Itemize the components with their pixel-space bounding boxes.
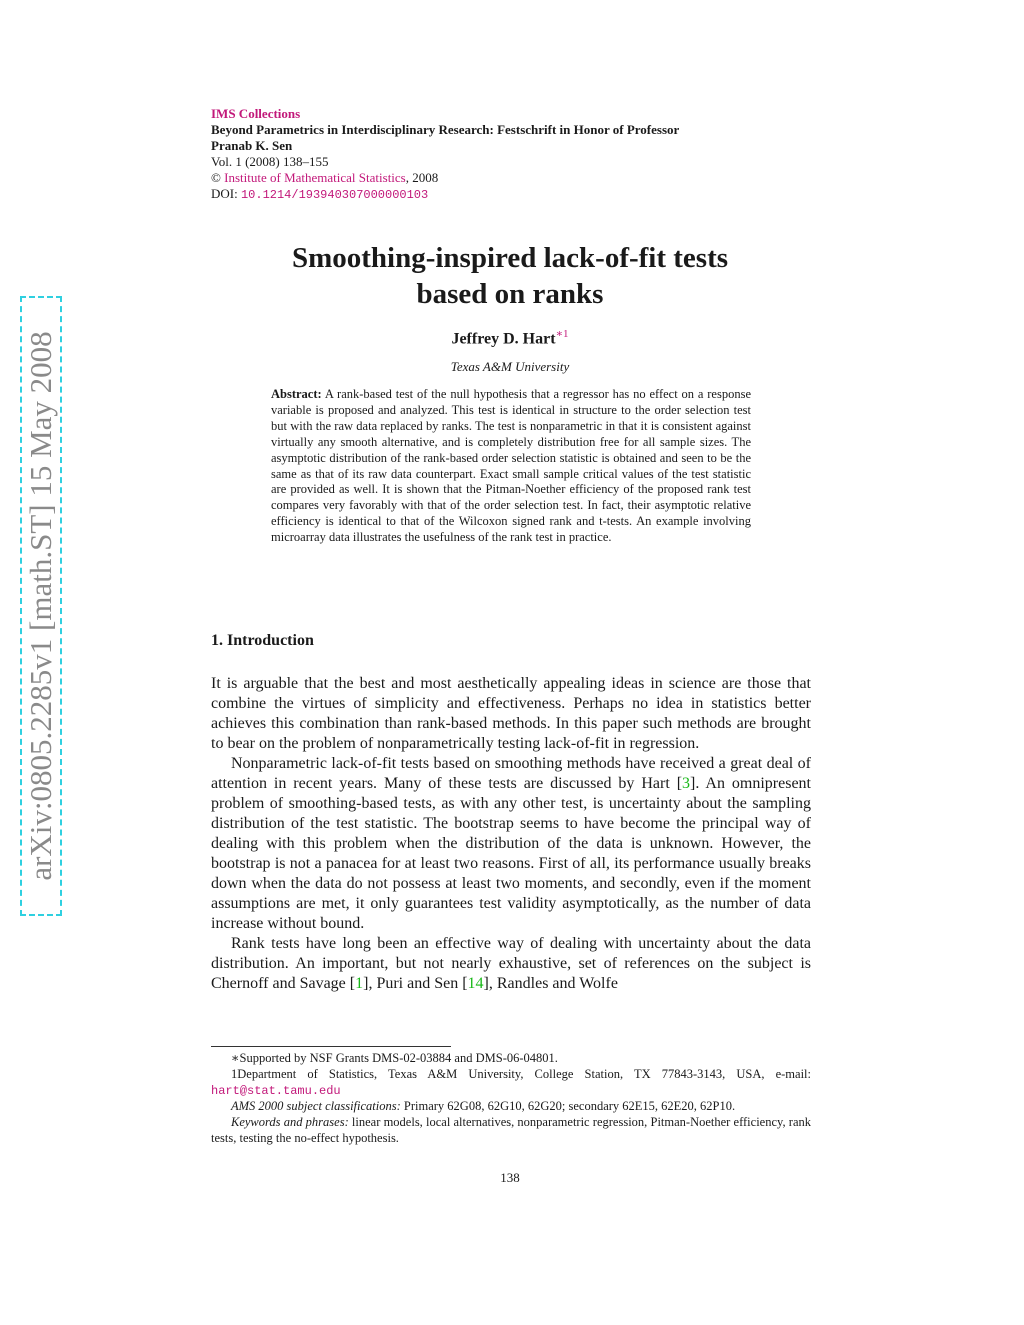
citation-14[interactable]: 14 <box>467 975 484 992</box>
paragraph-2-text-b: ]. An omnipresent problem of smoothing-based tests, as with any other test, is uncertainty about the sampling distribution of the test statistic. The bootstrap seems to have become the principal way of dealing with this problem when the distribution of the data is unknown. However, the bootstrap is not a panacea for at least two reasons. First of all, its performance usually breaks down when the data do not possess at least two moments, and secondly, even if the moment assumptions are met, it only guarantees test validity asymptotically, as the number of data increase without bound. <box>211 775 812 932</box>
footnote-department <box>211 1067 811 1100</box>
journal-header <box>211 106 821 203</box>
footnotes <box>211 1051 811 1147</box>
page-number: 138 <box>500 1170 520 1185</box>
body-text <box>211 674 811 994</box>
publisher-year: , 2008 <box>405 170 439 185</box>
paragraph-1: It is arguable that the best and most aesthetically appealing ideas in science are those that combine the virtues of simplicity and effectiveness. Perhaps no idea in statistics better achieves this combination than rank-based methods. In this paper such methods are brought to bear on the problem of nonparametrically testing lack-of-fit in regression. <box>211 675 811 752</box>
volume-info: Vol. 1 (2008) 138–155 <box>211 154 329 169</box>
book-title: Beyond Parametrics in Interdisciplinary Research: Festschrift in Honor of Professor <box>211 122 680 137</box>
affiliation: Texas A&M University <box>450 359 570 374</box>
ams-label: AMS 2000 subject classifications: <box>231 1099 401 1114</box>
author-name: Jeffrey D. Hart <box>451 330 556 348</box>
footnote-grants: ∗Supported by NSF Grants DMS-02-03884 and DMS-06-04801. <box>231 1051 558 1065</box>
publisher-link[interactable]: Institute of Mathematical Statistics <box>224 170 406 185</box>
ams-text: Primary 62G08, 62G10, 62G20; secondary 62E15, 62E20, 62P10. <box>400 1099 736 1114</box>
paragraph-3-text-c: ], Randles and Wolfe <box>483 975 618 992</box>
keywords-text: linear models, local alternatives, nonparametric regression, Pitman-Noether efficiency, rank tests, testing the no-effect hypothesis. <box>211 1115 811 1145</box>
series-name[interactable]: IMS Collections <box>211 106 301 121</box>
author-footnote-marks[interactable]: ∗1 <box>555 328 569 340</box>
doi-line <box>211 186 821 203</box>
citation-3[interactable]: 3 <box>682 775 691 792</box>
abstract <box>271 387 751 546</box>
author-line <box>211 327 809 348</box>
section-heading: 1. Introduction <box>211 632 314 649</box>
book-title-line2: Pranab K. Sen <box>211 138 293 153</box>
footnote-department-text: 1Department of Statistics, Texas A&M University, College Station, TX 77843-3143, USA, e-mail: <box>231 1066 811 1081</box>
doi-label: DOI: <box>211 186 238 201</box>
paragraph-3-text-b: ], Puri and Sen [ <box>363 975 468 992</box>
paper-title <box>211 240 809 312</box>
email-link[interactable]: hart@stat.tamu.edu <box>211 1083 341 1098</box>
paragraph-2-text-a: Nonparametric lack-of-fit tests based on smoothing methods have received a great deal of attention in recent years. Many of these tests are discussed by Hart [ <box>211 755 811 792</box>
paragraph-3 <box>211 934 811 994</box>
abstract-text: A rank-based test of the null hypothesis that a regressor has no effect on a response variable is proposed and analyzed. This test is identical in structure to the order selection test but with the raw data replaced by ranks. The test is nonparametric in that it is consistent against virtually any smooth alternative, and is completely distribution free for all sample sizes. The asymptotic distribution of the rank-based order selection statistic is obtained and seen to be the same as that of its raw data counterpart. Exact small sample critical values of the test statistic are provided as well. It is shown that the Pitman-Noether efficiency of the proposed rank test compares very favorably with that of the order selection test. In fact, their asymptotic relative efficiency is identical to that of the Wilcoxon signed rank and t-tests. An example involving microarray data illustrates the usefulness of the rank test in practice. <box>271 387 752 545</box>
title-line-1: Smoothing-inspired lack-of-fit tests <box>291 242 729 274</box>
paragraph-2 <box>211 754 811 934</box>
publisher-line <box>211 170 821 186</box>
citation-1[interactable]: 1 <box>355 975 364 992</box>
footnote-keywords <box>211 1115 811 1147</box>
keywords-label: Keywords and phrases: <box>231 1115 349 1130</box>
footnote-ams <box>211 1099 811 1115</box>
doi-link[interactable]: 10.1214/193940307000000103 <box>240 188 429 202</box>
paragraph-3-text-a: Rank tests have long been an effective way of dealing with uncertainty about the data distribution. An important, but not nearly exhaustive, set of references on the subject is Chernoff and Savage [ <box>211 935 811 992</box>
arxiv-stamp[interactable]: arXiv:0805.2285v1 [math.ST] 15 May 2008 <box>23 331 58 881</box>
footnote-rule <box>211 1046 451 1047</box>
title-line-2: based on ranks <box>416 278 604 310</box>
abstract-label: Abstract: <box>271 387 322 401</box>
copyright-symbol: © <box>211 170 221 185</box>
